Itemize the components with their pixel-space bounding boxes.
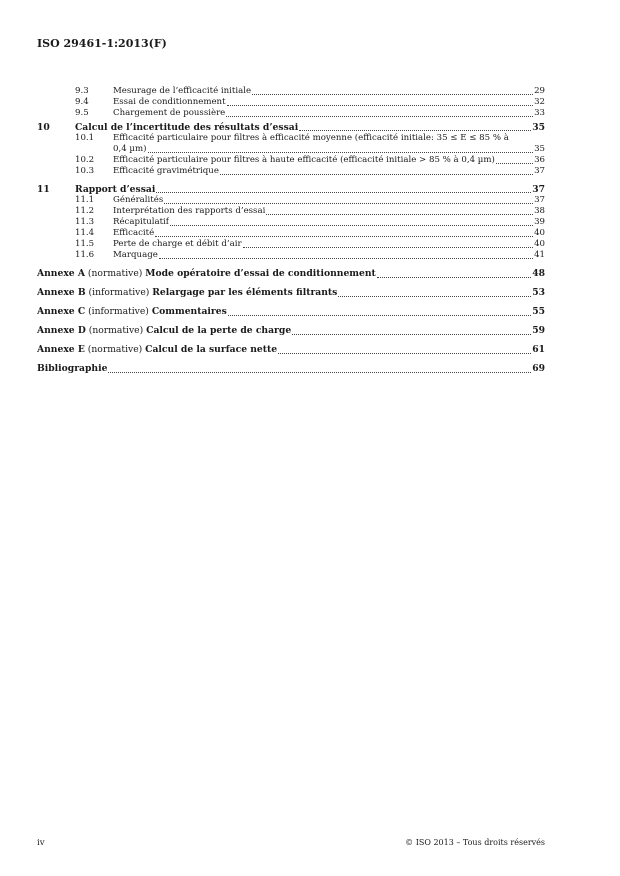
annex-label: Annexe C <box>37 306 86 317</box>
toc-entry-number: 11.3 <box>75 217 95 227</box>
dot-leader <box>170 225 533 226</box>
annex-label: Annexe E <box>37 344 85 355</box>
toc-annex[interactable] <box>37 325 545 337</box>
toc-entry-title: Généralités <box>113 195 164 205</box>
toc-entry[interactable] <box>37 133 545 155</box>
annex-type: (normative) <box>87 268 143 279</box>
annex-title: Commentaires <box>151 306 227 317</box>
toc-section-number: 10 <box>37 122 50 133</box>
dot-leader <box>159 258 533 259</box>
toc-section-number: 11 <box>37 184 50 195</box>
toc-entry-page: 41 <box>534 250 545 260</box>
toc-section[interactable] <box>37 122 545 133</box>
toc-entry[interactable] <box>37 239 545 250</box>
toc-entry-page: 35 <box>534 144 545 154</box>
toc-entry-page: 38 <box>534 206 545 216</box>
toc-entry-title: Efficacité particulaire pour filtres à efficacité moyenne (efficacité initiale: 35 ≤ E ≤ 85 % à <box>113 133 509 143</box>
toc-entry-number: 10.3 <box>75 166 95 176</box>
annex-title: Relargage par les éléments filtrants <box>152 287 338 298</box>
toc-annex[interactable] <box>37 287 545 299</box>
toc-bibliography[interactable] <box>37 363 545 375</box>
dot-leader <box>220 174 533 175</box>
toc-entry-page: 33 <box>534 108 545 118</box>
toc-entry-page: 39 <box>534 217 545 227</box>
toc-entry-title: Marquage <box>113 250 158 260</box>
toc-entry-number: 11.5 <box>75 239 95 249</box>
toc-entry-title: Chargement de poussière <box>113 108 226 118</box>
bibliography-title: Bibliographie <box>37 363 108 374</box>
toc-entry-number: 10.2 <box>75 155 95 165</box>
bibliography-page: 69 <box>532 363 545 374</box>
toc-entry[interactable] <box>37 195 545 206</box>
table-of-contents <box>37 86 545 375</box>
dot-leader <box>292 334 531 335</box>
toc-entry[interactable] <box>37 250 545 261</box>
toc-entry-page: 29 <box>534 86 545 96</box>
toc-section-page: 35 <box>532 122 545 133</box>
dot-leader <box>108 372 531 373</box>
dot-leader <box>496 163 533 164</box>
toc-entry-number: 9.3 <box>75 86 89 96</box>
dot-leader <box>226 116 533 117</box>
dot-leader <box>243 247 533 248</box>
annex-title: Calcul de la perte de charge <box>146 325 292 336</box>
toc-entry[interactable] <box>37 206 545 217</box>
dot-leader <box>252 94 533 95</box>
toc-entry-page: 37 <box>534 166 545 176</box>
page-number: iv <box>37 838 45 848</box>
dot-leader <box>377 277 531 278</box>
toc-entry[interactable] <box>37 166 545 177</box>
annex-page: 48 <box>532 268 545 279</box>
toc-entry[interactable] <box>37 155 545 166</box>
dot-leader <box>156 192 531 193</box>
annex-type: (informative) <box>88 306 149 317</box>
annex-page: 53 <box>532 287 545 298</box>
annex-page: 55 <box>532 306 545 317</box>
toc-entry-title-continued: 0,4 µm) <box>113 144 147 154</box>
annex-title: Mode opératoire d’essai de conditionnement <box>145 268 376 279</box>
toc-entry-title: Récapitulatif <box>113 217 169 227</box>
toc-entry-title: Efficacité particulaire pour filtres à haute efficacité (efficacité initiale > 85 % à 0,4 µm) <box>113 155 495 165</box>
annex-type: (normative) <box>88 325 144 336</box>
dot-leader <box>338 296 531 297</box>
annex-page: 61 <box>532 344 545 355</box>
toc-annex[interactable] <box>37 344 545 356</box>
dot-leader <box>164 203 533 204</box>
toc-entry[interactable] <box>37 217 545 228</box>
annex-type: (normative) <box>87 344 143 355</box>
toc-entry[interactable] <box>37 86 545 97</box>
toc-entry-number: 9.4 <box>75 97 89 107</box>
dot-leader <box>299 130 531 131</box>
toc-entry-page: 40 <box>534 228 545 238</box>
document-id: ISO 29461-1:2013(F) <box>37 37 167 50</box>
toc-annex[interactable] <box>37 268 545 280</box>
toc-entry-number: 11.6 <box>75 250 95 260</box>
toc-section-page: 37 <box>532 184 545 195</box>
toc-entry-number: 11.1 <box>75 195 95 205</box>
toc-entry-page: 37 <box>534 195 545 205</box>
toc-entry-page: 36 <box>534 155 545 165</box>
toc-section-title: Rapport d’essai <box>75 184 156 195</box>
toc-entry-title: Efficacité <box>113 228 155 238</box>
annex-title: Calcul de la surface nette <box>145 344 278 355</box>
toc-entry-title: Mesurage de l’efficacité initiale <box>113 86 252 96</box>
annex-label: Annexe B <box>37 287 86 298</box>
annex-label: Annexe D <box>37 325 86 336</box>
dot-leader <box>278 353 531 354</box>
toc-section[interactable] <box>37 184 545 195</box>
toc-entry-title: Perte de charge et débit d’air <box>113 239 242 249</box>
toc-entry[interactable] <box>37 228 545 239</box>
dot-leader <box>227 105 534 106</box>
toc-section-title: Calcul de l’incertitude des résultats d’essai <box>75 122 299 133</box>
toc-entry[interactable] <box>37 108 545 119</box>
dot-leader <box>266 214 533 215</box>
annex-type: (informative) <box>88 287 150 298</box>
toc-entry-page: 32 <box>534 97 545 107</box>
toc-annex[interactable] <box>37 306 545 318</box>
copyright-notice: © ISO 2013 – Tous droits réservés <box>405 838 545 847</box>
toc-entry-number: 10.1 <box>75 133 95 143</box>
toc-entry-page: 40 <box>534 239 545 249</box>
toc-entry-number: 9.5 <box>75 108 89 118</box>
annex-label: Annexe A <box>37 268 85 279</box>
toc-entry-number: 11.2 <box>75 206 95 216</box>
dot-leader <box>148 152 534 153</box>
dot-leader <box>155 236 533 237</box>
toc-entry[interactable] <box>37 97 545 108</box>
toc-entry-title: Efficacité gravimétrique <box>113 166 219 176</box>
toc-entry-number: 11.4 <box>75 228 95 238</box>
toc-entry-title: Interprétation des rapports d’essai <box>113 206 266 216</box>
toc-entry-title: Essai de conditionnement <box>113 97 226 107</box>
annex-page: 59 <box>532 325 545 336</box>
dot-leader <box>228 315 531 316</box>
